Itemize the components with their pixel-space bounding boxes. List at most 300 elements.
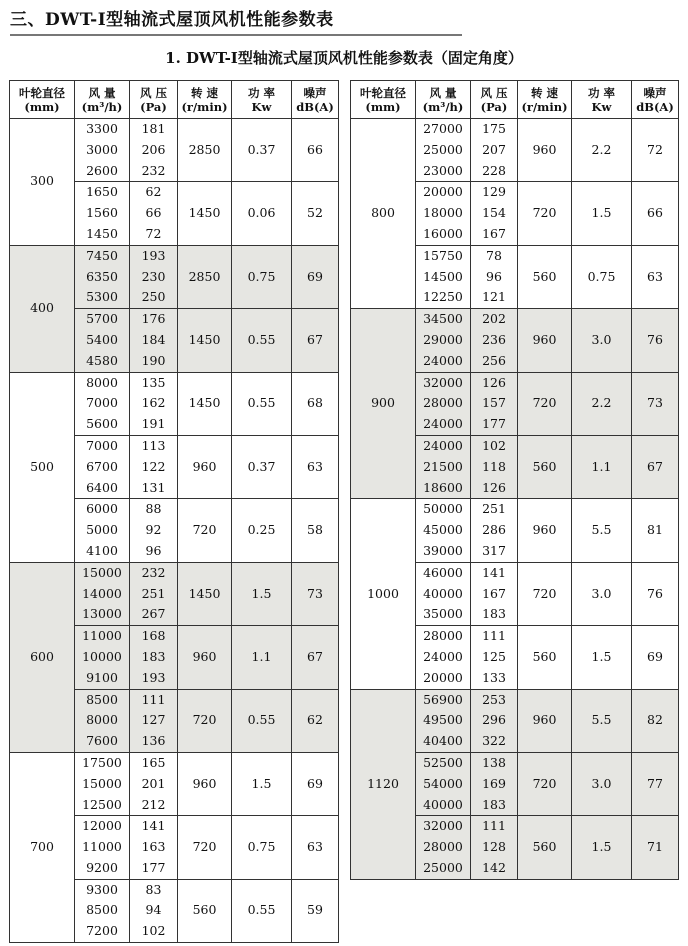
airflow-value: 54000	[423, 775, 463, 791]
noise-cell: 69	[292, 752, 339, 815]
airflow-value: 11000	[82, 839, 122, 855]
impeller-diameter-cell: 500	[10, 372, 75, 562]
pressure-value: 78	[486, 247, 502, 263]
pressure-cell	[130, 372, 178, 435]
noise-cell: 67	[632, 435, 679, 498]
pressure-value: 202	[482, 311, 506, 327]
power-cell: 2.2	[572, 372, 632, 435]
airflow-value: 21500	[423, 458, 463, 474]
power-cell: 0.75	[232, 245, 292, 308]
power-cell: 1.5	[572, 182, 632, 245]
pressure-value: 250	[141, 289, 166, 305]
noise-cell: 73	[632, 372, 679, 435]
pressure-value: 62	[145, 184, 162, 200]
pressure-value: 176	[141, 311, 166, 327]
airflow-value: 24000	[423, 416, 463, 432]
airflow-cell	[75, 689, 130, 752]
airflow-cell	[416, 435, 471, 498]
airflow-value: 6350	[86, 268, 118, 284]
pressure-cell	[471, 119, 518, 182]
power-cell: 3.0	[572, 562, 632, 625]
pressure-cell	[130, 309, 178, 372]
airflow-value: 32000	[423, 374, 463, 390]
pressure-cell	[471, 499, 518, 562]
airflow-cell	[416, 372, 471, 435]
left-table-body	[10, 119, 339, 943]
header-speed: 转 速 (r/min)	[518, 81, 572, 119]
pressure-value: 177	[482, 416, 506, 432]
speed-cell: 1450	[178, 372, 232, 435]
pressure-cell	[130, 689, 178, 752]
airflow-cell	[75, 119, 130, 182]
noise-cell: 76	[632, 309, 679, 372]
airflow-value: 25000	[423, 141, 463, 157]
table-row	[351, 309, 679, 372]
airflow-value: 8000	[86, 374, 118, 390]
airflow-value: 28000	[423, 839, 463, 855]
section-heading: 三、DWT-Ⅰ型轴流式屋顶风机性能参数表	[10, 10, 334, 30]
pressure-cell	[471, 689, 518, 752]
impeller-diameter-cell: 800	[351, 119, 416, 309]
pressure-value: 127	[141, 712, 166, 728]
speed-cell: 560	[518, 245, 572, 308]
airflow-value: 1560	[86, 205, 118, 221]
speed-cell: 960	[178, 752, 232, 815]
header-pressure: 风 压 (Pa)	[130, 81, 178, 119]
pressure-cell	[471, 245, 518, 308]
pressure-value: 206	[141, 141, 166, 157]
impeller-diameter-cell: 400	[10, 245, 75, 372]
airflow-value: 56900	[423, 691, 463, 707]
power-cell: 1.5	[572, 816, 632, 879]
pressure-cell	[471, 752, 518, 815]
table-row	[351, 499, 679, 562]
pressure-value: 253	[482, 691, 506, 707]
airflow-cell	[416, 119, 471, 182]
speed-cell: 2850	[178, 245, 232, 308]
airflow-cell	[75, 816, 130, 879]
power-cell: 1.1	[232, 626, 292, 689]
power-cell: 0.37	[232, 119, 292, 182]
airflow-cell	[416, 626, 471, 689]
airflow-value: 35000	[423, 606, 463, 622]
airflow-value: 5300	[86, 289, 118, 305]
airflow-value: 24000	[423, 437, 463, 453]
speed-cell: 560	[518, 435, 572, 498]
airflow-cell	[75, 435, 130, 498]
pressure-cell	[471, 816, 518, 879]
pressure-value: 96	[145, 542, 162, 558]
noise-cell: 68	[292, 372, 339, 435]
airflow-value: 17500	[82, 754, 122, 770]
pressure-cell	[130, 626, 178, 689]
pressure-value: 317	[482, 542, 506, 558]
pressure-value: 296	[482, 712, 506, 728]
table-row	[351, 119, 679, 182]
pressure-cell	[471, 182, 518, 245]
pressure-value: 111	[141, 691, 166, 707]
pressure-cell	[130, 752, 178, 815]
airflow-cell	[75, 372, 130, 435]
pressure-value: 236	[482, 331, 506, 347]
pressure-value: 142	[482, 859, 506, 875]
speed-cell: 720	[518, 562, 572, 625]
airflow-value: 28000	[423, 628, 463, 644]
airflow-cell	[416, 816, 471, 879]
airflow-cell	[416, 309, 471, 372]
pressure-value: 183	[482, 606, 506, 622]
pressure-value: 157	[482, 395, 506, 411]
airflow-value: 46000	[423, 564, 463, 580]
airflow-value: 40000	[423, 796, 463, 812]
airflow-cell	[75, 245, 130, 308]
airflow-value: 29000	[423, 331, 463, 347]
airflow-value: 5700	[86, 311, 118, 327]
power-cell: 0.75	[572, 245, 632, 308]
power-cell: 0.37	[232, 435, 292, 498]
airflow-cell	[416, 562, 471, 625]
airflow-value: 39000	[423, 542, 463, 558]
airflow-value: 32000	[423, 818, 463, 834]
pressure-cell	[130, 499, 178, 562]
header-noise: 噪声 dB(A)	[292, 81, 339, 119]
speed-cell: 1450	[178, 182, 232, 245]
power-cell: 2.2	[572, 119, 632, 182]
noise-cell: 67	[292, 309, 339, 372]
pressure-value: 133	[482, 669, 506, 685]
pressure-value: 135	[141, 374, 166, 390]
pressure-cell	[471, 562, 518, 625]
table-row	[10, 119, 339, 182]
pressure-value: 118	[482, 458, 506, 474]
pressure-value: 163	[141, 839, 166, 855]
airflow-value: 3000	[86, 141, 118, 157]
pressure-value: 88	[145, 501, 162, 517]
pressure-value: 169	[482, 775, 506, 791]
pressure-value: 141	[141, 818, 166, 834]
power-cell: 3.0	[572, 309, 632, 372]
impeller-diameter-cell: 700	[10, 752, 75, 942]
power-cell: 0.55	[232, 879, 292, 942]
header-speed: 转 速 (r/min)	[178, 81, 232, 119]
pressure-value: 129	[482, 184, 506, 200]
table-row	[10, 752, 339, 815]
airflow-value: 49500	[423, 712, 463, 728]
speed-cell: 960	[518, 309, 572, 372]
header-power: 功 率 Kw	[232, 81, 292, 119]
airflow-value: 15000	[82, 775, 122, 791]
airflow-value: 2600	[86, 162, 118, 178]
airflow-value: 6000	[86, 501, 118, 517]
speed-cell: 720	[178, 816, 232, 879]
noise-cell: 63	[292, 816, 339, 879]
airflow-value: 7600	[86, 733, 118, 749]
power-cell: 0.55	[232, 689, 292, 752]
header-row	[10, 81, 339, 119]
pressure-value: 286	[482, 522, 506, 538]
pressure-value: 251	[482, 501, 506, 517]
airflow-value: 25000	[423, 859, 463, 875]
airflow-value: 7000	[86, 395, 118, 411]
airflow-value: 5600	[86, 416, 118, 432]
right-performance-table	[350, 80, 679, 880]
power-cell: 1.5	[232, 562, 292, 625]
noise-cell: 69	[292, 245, 339, 308]
speed-cell: 960	[518, 119, 572, 182]
speed-cell: 960	[178, 435, 232, 498]
pressure-value: 232	[141, 564, 166, 580]
pressure-value: 111	[482, 628, 506, 644]
noise-cell: 76	[632, 562, 679, 625]
pressure-value: 125	[482, 648, 506, 664]
airflow-value: 9300	[86, 881, 118, 897]
power-cell: 5.5	[572, 689, 632, 752]
airflow-value: 40000	[423, 585, 463, 601]
pressure-value: 322	[482, 733, 506, 749]
pressure-value: 162	[141, 395, 166, 411]
header-power: 功 率 Kw	[572, 81, 632, 119]
airflow-value: 13000	[82, 606, 122, 622]
pressure-value: 230	[141, 268, 166, 284]
speed-cell: 720	[518, 182, 572, 245]
impeller-diameter-cell: 300	[10, 119, 75, 246]
speed-cell: 720	[178, 689, 232, 752]
noise-cell: 71	[632, 816, 679, 879]
header-flow: 风 量 (m³/h)	[75, 81, 130, 119]
speed-cell: 1450	[178, 309, 232, 372]
airflow-cell	[75, 626, 130, 689]
power-cell: 1.1	[572, 435, 632, 498]
pressure-value: 102	[141, 923, 166, 939]
pressure-value: 251	[141, 585, 166, 601]
header-diameter: 叶轮直径 (mm)	[10, 81, 75, 119]
airflow-value: 3300	[86, 121, 118, 136]
airflow-value: 11000	[82, 628, 122, 644]
pressure-value: 126	[482, 479, 506, 495]
pressure-value: 201	[141, 775, 166, 791]
pressure-value: 66	[145, 205, 162, 221]
noise-cell: 52	[292, 182, 339, 245]
pressure-value: 128	[482, 839, 506, 855]
speed-cell: 2850	[178, 119, 232, 182]
airflow-value: 18600	[423, 479, 463, 495]
airflow-cell	[416, 182, 471, 245]
airflow-cell	[75, 499, 130, 562]
airflow-value: 7000	[86, 437, 118, 453]
header-pressure: 风 压 (Pa)	[471, 81, 518, 119]
noise-cell: 72	[632, 119, 679, 182]
impeller-diameter-cell: 900	[351, 309, 416, 499]
right-table-body	[351, 119, 679, 880]
speed-cell: 560	[178, 879, 232, 942]
speed-cell: 1450	[178, 562, 232, 625]
airflow-value: 9100	[86, 669, 118, 685]
pressure-value: 184	[141, 331, 166, 347]
pressure-cell	[130, 879, 178, 942]
pressure-value: 267	[141, 606, 166, 622]
noise-cell: 59	[292, 879, 339, 942]
impeller-diameter-cell: 600	[10, 562, 75, 752]
table-row	[10, 562, 339, 625]
pressure-value: 83	[145, 881, 162, 897]
noise-cell: 58	[292, 499, 339, 562]
pressure-value: 94	[145, 902, 162, 918]
airflow-value: 24000	[423, 648, 463, 664]
pressure-cell	[471, 372, 518, 435]
pressure-cell	[471, 435, 518, 498]
airflow-value: 1650	[86, 184, 118, 200]
pressure-value: 96	[486, 268, 502, 284]
pressure-value: 177	[141, 859, 166, 875]
power-cell: 0.75	[232, 816, 292, 879]
noise-cell: 67	[292, 626, 339, 689]
airflow-value: 14500	[423, 268, 463, 284]
airflow-value: 12500	[82, 796, 122, 812]
speed-cell: 720	[518, 372, 572, 435]
pressure-cell	[471, 309, 518, 372]
table-row	[10, 245, 339, 308]
pressure-value: 191	[141, 416, 166, 432]
pressure-value: 190	[141, 352, 166, 368]
airflow-value: 12000	[82, 818, 122, 834]
noise-cell: 63	[632, 245, 679, 308]
airflow-value: 5000	[86, 522, 118, 538]
speed-cell: 720	[178, 499, 232, 562]
pressure-cell	[130, 119, 178, 182]
airflow-value: 28000	[423, 395, 463, 411]
power-cell: 0.55	[232, 309, 292, 372]
pressure-cell	[130, 435, 178, 498]
airflow-cell	[416, 689, 471, 752]
power-cell: 3.0	[572, 752, 632, 815]
pressure-value: 193	[141, 669, 166, 685]
pressure-value: 138	[482, 754, 506, 770]
pressure-cell	[130, 562, 178, 625]
header-diameter: 叶轮直径 (mm)	[351, 81, 416, 119]
airflow-cell	[75, 562, 130, 625]
airflow-value: 15750	[423, 247, 463, 263]
airflow-value: 7200	[86, 923, 118, 939]
heading-underline	[10, 34, 462, 36]
pressure-value: 167	[482, 225, 506, 241]
noise-cell: 66	[632, 182, 679, 245]
airflow-value: 50000	[423, 501, 463, 517]
airflow-value: 10000	[82, 648, 122, 664]
airflow-value: 20000	[423, 669, 463, 685]
pressure-value: 181	[141, 121, 166, 136]
pressure-value: 111	[482, 818, 506, 834]
airflow-value: 4100	[86, 542, 118, 558]
noise-cell: 66	[292, 119, 339, 182]
pressure-value: 131	[141, 479, 166, 495]
table-title: 1. DWT-Ⅰ型轴流式屋顶风机性能参数表（固定角度）	[165, 49, 523, 67]
power-cell: 0.55	[232, 372, 292, 435]
pressure-value: 92	[145, 522, 162, 538]
pressure-value: 126	[482, 374, 506, 390]
power-cell: 0.25	[232, 499, 292, 562]
pressure-value: 183	[482, 796, 506, 812]
pressure-value: 102	[482, 437, 506, 453]
airflow-value: 8000	[86, 712, 118, 728]
airflow-value: 12250	[423, 289, 463, 305]
power-cell: 1.5	[232, 752, 292, 815]
airflow-value: 40400	[423, 733, 463, 749]
airflow-value: 27000	[423, 121, 463, 136]
noise-cell: 62	[292, 689, 339, 752]
airflow-value: 14000	[82, 585, 122, 601]
pressure-value: 193	[141, 247, 166, 263]
airflow-value: 5400	[86, 331, 118, 347]
noise-cell: 77	[632, 752, 679, 815]
airflow-value: 7450	[86, 247, 118, 263]
pressure-value: 207	[482, 141, 506, 157]
airflow-cell	[75, 182, 130, 245]
airflow-cell	[75, 752, 130, 815]
speed-cell: 560	[518, 816, 572, 879]
power-cell: 1.5	[572, 626, 632, 689]
pressure-value: 141	[482, 564, 506, 580]
pressure-value: 154	[482, 205, 506, 221]
pressure-value: 183	[141, 648, 166, 664]
impeller-diameter-cell: 1000	[351, 499, 416, 689]
airflow-cell	[416, 245, 471, 308]
pressure-value: 175	[482, 121, 506, 136]
left-performance-table	[9, 80, 339, 943]
airflow-value: 52500	[423, 754, 463, 770]
pressure-value: 256	[482, 352, 506, 368]
airflow-value: 20000	[423, 184, 463, 200]
speed-cell: 960	[518, 689, 572, 752]
pressure-value: 121	[482, 289, 506, 305]
airflow-value: 18000	[423, 205, 463, 221]
noise-cell: 81	[632, 499, 679, 562]
airflow-value: 8500	[86, 691, 118, 707]
noise-cell: 82	[632, 689, 679, 752]
speed-cell: 720	[518, 752, 572, 815]
airflow-cell	[75, 309, 130, 372]
airflow-value: 9200	[86, 859, 118, 875]
power-cell: 5.5	[572, 499, 632, 562]
airflow-value: 23000	[423, 162, 463, 178]
speed-cell: 960	[518, 499, 572, 562]
speed-cell: 960	[178, 626, 232, 689]
airflow-value: 6700	[86, 458, 118, 474]
pressure-cell	[471, 626, 518, 689]
pressure-value: 228	[482, 162, 506, 178]
pressure-value: 113	[141, 437, 166, 453]
noise-cell: 69	[632, 626, 679, 689]
pressure-cell	[130, 816, 178, 879]
pressure-value: 165	[141, 754, 166, 770]
airflow-value: 4580	[86, 352, 118, 368]
airflow-value: 8500	[86, 902, 118, 918]
header-row	[351, 81, 679, 119]
noise-cell: 63	[292, 435, 339, 498]
pressure-cell	[130, 182, 178, 245]
pressure-value: 122	[141, 458, 166, 474]
airflow-value: 16000	[423, 225, 463, 241]
pressure-value: 72	[145, 225, 162, 241]
table-row	[10, 372, 339, 435]
header-flow: 风 量 (m³/h)	[416, 81, 471, 119]
speed-cell: 560	[518, 626, 572, 689]
pressure-cell	[130, 245, 178, 308]
airflow-value: 1450	[86, 225, 118, 241]
pressure-value: 136	[141, 733, 166, 749]
pressure-value: 168	[141, 628, 166, 644]
airflow-cell	[416, 752, 471, 815]
airflow-value: 34500	[423, 311, 463, 327]
